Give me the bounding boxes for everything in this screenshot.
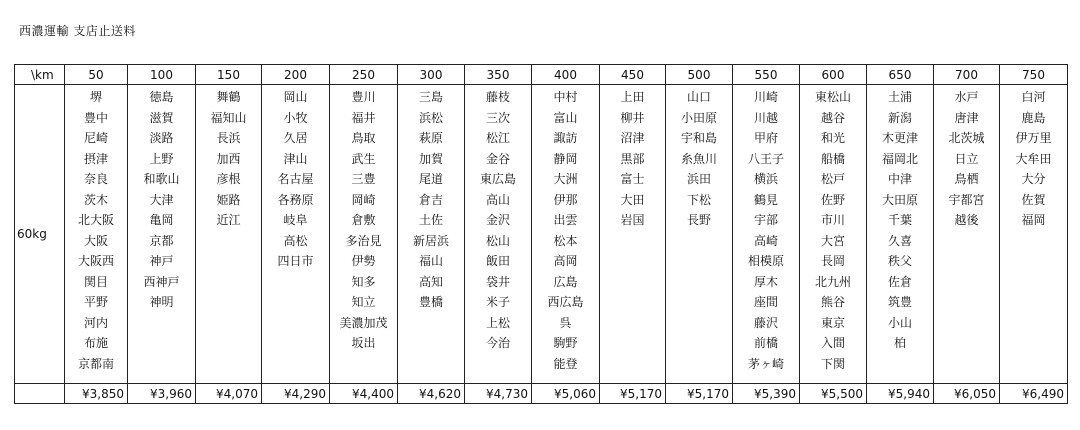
city-name: 越後 (954, 213, 979, 227)
distance-header-450: 450 (600, 65, 666, 85)
city-name: 京都南 (77, 356, 114, 371)
city-name: 金沢 (485, 213, 510, 227)
price-cell-350: ¥4,730 (465, 384, 532, 404)
city-name: 松本 (553, 233, 578, 248)
city-name: 出雲 (553, 213, 578, 227)
city-name: 尾道 (418, 172, 443, 186)
city-name: 鳥栖 (954, 172, 979, 186)
city-name: 徳島 (149, 90, 174, 104)
city-name: 和光 (820, 131, 845, 145)
city-name: 柳井 (620, 110, 645, 125)
city-name: 久喜 (887, 233, 912, 248)
price-cell-400: ¥5,060 (532, 384, 600, 404)
destination-cell-50 (65, 85, 128, 384)
city-name: 宇都宮 (948, 192, 985, 207)
city-name: 横浜 (753, 172, 778, 186)
city-name: 水戸 (954, 90, 979, 104)
city-name: 神明 (149, 295, 174, 309)
city-name: 高岡 (553, 254, 578, 268)
distance-header-500: 500 (666, 65, 733, 85)
city-name: 東広島 (479, 172, 516, 186)
city-name: 前橋 (753, 336, 778, 350)
city-name: 三豊 (351, 172, 376, 186)
destination-cell-150 (196, 85, 262, 384)
price-cell-250: ¥4,400 (330, 384, 398, 404)
city-name: 三次 (485, 110, 510, 125)
city-name: 四日市 (277, 254, 314, 268)
city-name: 市川 (820, 213, 845, 227)
city-name: 北九州 (814, 274, 851, 289)
city-name: 駒野 (553, 336, 578, 350)
price-cell-300: ¥4,620 (398, 384, 465, 404)
city-name: 河内 (83, 315, 108, 330)
city-name: 上野 (149, 151, 174, 166)
city-name: 西神戸 (143, 274, 180, 289)
city-name: 高崎 (753, 233, 778, 248)
city-name: 大阪西 (77, 254, 114, 268)
distance-header-50: 50 (65, 65, 128, 85)
city-name: 秩父 (887, 254, 912, 268)
city-name: 東京 (820, 315, 845, 330)
city-name: 白河 (1021, 90, 1046, 104)
city-name: 鹿島 (1021, 110, 1046, 125)
distance-header-row (15, 65, 1068, 85)
city-name: 中村 (553, 90, 578, 104)
city-name: 多治見 (345, 233, 382, 248)
city-name: 大分 (1021, 172, 1046, 186)
city-name: 福岡 (1021, 213, 1046, 227)
city-name: 高山 (485, 192, 510, 207)
city-name: 佐野 (820, 192, 845, 207)
city-name: 小田原 (680, 110, 717, 125)
city-name: 山口 (686, 90, 711, 104)
city-name: 三島 (418, 90, 443, 104)
city-name: 倉吉 (418, 192, 443, 207)
destination-cell-750 (1000, 85, 1068, 384)
destination-cell-400 (532, 85, 600, 384)
city-name: 大洲 (553, 172, 578, 186)
city-name: 八王子 (747, 151, 784, 166)
destination-cell-500 (666, 85, 733, 384)
city-name: 佐賀 (1021, 192, 1046, 207)
city-name: 船橋 (820, 151, 845, 166)
city-name: 名古屋 (277, 172, 314, 186)
city-name: 今治 (485, 336, 510, 350)
city-name: 大牟田 (1015, 151, 1052, 166)
city-name: 高松 (283, 233, 308, 248)
city-name: 京都 (149, 233, 174, 248)
city-name: 座間 (753, 295, 778, 309)
city-name: 各務原 (277, 192, 314, 207)
city-name: 知多 (351, 274, 376, 289)
city-name: 浜松 (418, 110, 443, 125)
destination-cell-100 (128, 85, 196, 384)
city-name: 鶴見 (753, 192, 778, 207)
city-name: 柏 (893, 336, 906, 350)
city-name: 布施 (83, 336, 108, 350)
city-name: 茨木 (83, 192, 108, 207)
city-name: 金谷 (485, 151, 510, 166)
price-cell-100: ¥3,960 (128, 384, 196, 404)
city-name: 広島 (553, 274, 578, 289)
city-name: 長野 (686, 213, 711, 227)
city-name: 中津 (887, 172, 912, 186)
city-name: 知立 (351, 295, 376, 309)
city-name: 福山 (418, 254, 443, 268)
city-name: 伊勢 (351, 254, 376, 268)
city-name: 姫路 (216, 192, 241, 207)
city-name: 岐阜 (283, 213, 308, 227)
city-name: 上松 (485, 315, 510, 330)
city-name: 豊橋 (418, 295, 443, 309)
city-name: 摂津 (83, 151, 108, 166)
city-name: 鳥取 (351, 131, 376, 145)
city-name: 川越 (753, 110, 778, 125)
distance-header-150: 150 (196, 65, 262, 85)
city-name: 相模原 (747, 254, 784, 268)
city-name: 浜田 (686, 172, 711, 186)
city-name: 入間 (820, 336, 845, 350)
city-name: 淡路 (149, 131, 174, 145)
price-row (15, 384, 1068, 404)
city-name: 富山 (553, 110, 578, 125)
distance-header-650: 650 (867, 65, 934, 85)
city-name: 福井 (351, 110, 376, 125)
city-name: 平野 (83, 295, 108, 309)
destination-cell-350 (465, 85, 532, 384)
city-name: 岡崎 (351, 192, 376, 207)
city-name: 岡山 (283, 90, 308, 104)
city-name: 豊中 (83, 110, 108, 125)
city-name: 高知 (418, 274, 443, 289)
city-name: 北大阪 (77, 213, 114, 227)
city-name: 大阪 (83, 233, 108, 248)
destination-cell-650 (867, 85, 934, 384)
city-name: 土佐 (418, 213, 443, 227)
distance-header-300: 300 (398, 65, 465, 85)
city-name: 諏訪 (553, 131, 578, 145)
distance-header-600: 600 (800, 65, 867, 85)
shipping-rate-table (14, 64, 1068, 404)
city-name: 北茨城 (948, 131, 985, 145)
distance-header-550: 550 (733, 65, 800, 85)
city-name: 彦根 (216, 172, 241, 186)
city-name: 長浜 (216, 131, 241, 145)
city-name: 川崎 (753, 90, 778, 104)
city-name: 武生 (351, 151, 376, 166)
city-name: 下松 (686, 192, 711, 207)
distance-header-100: 100 (128, 65, 196, 85)
city-name: 西広島 (547, 295, 584, 309)
price-cell-450: ¥5,170 (600, 384, 666, 404)
city-name: 新潟 (887, 110, 912, 125)
city-name: 富士 (620, 172, 645, 186)
city-name: 袋井 (485, 274, 510, 289)
destination-row (15, 85, 1068, 384)
city-name: 亀岡 (149, 213, 174, 227)
city-name: 大津 (149, 192, 174, 207)
city-name: 滋賀 (149, 110, 174, 125)
city-name: 津山 (283, 151, 308, 166)
city-name: 新居浜 (412, 233, 449, 248)
city-name: 米子 (485, 295, 510, 309)
city-name: 尼崎 (83, 131, 108, 145)
corner-cell: \km (15, 65, 65, 85)
weight-cell: 60kg (15, 85, 65, 384)
city-name: 唐津 (954, 110, 979, 125)
city-name: 日立 (954, 151, 979, 166)
city-name: 甲府 (753, 131, 778, 145)
city-name: 黒部 (620, 151, 645, 166)
city-name: 神戸 (149, 254, 174, 268)
price-cell-600: ¥5,500 (800, 384, 867, 404)
city-name: 宇部 (753, 213, 778, 227)
destination-cell-200 (262, 85, 330, 384)
city-name: 松江 (485, 131, 510, 145)
city-name: 福岡北 (881, 151, 918, 166)
city-name: 伊万里 (1015, 131, 1052, 145)
price-cell-500: ¥5,170 (666, 384, 733, 404)
city-name: 上田 (620, 90, 645, 104)
city-name: 厚木 (753, 274, 778, 289)
city-name: 関目 (83, 274, 108, 289)
destination-cell-250 (330, 85, 398, 384)
city-name: 茅ヶ崎 (747, 356, 784, 371)
distance-header-250: 250 (330, 65, 398, 85)
distance-header-400: 400 (532, 65, 600, 85)
city-name: 大宮 (820, 233, 845, 248)
city-name: 舞鶴 (216, 90, 241, 104)
city-name: 千葉 (887, 213, 912, 227)
distance-header-750: 750 (1000, 65, 1068, 85)
city-name: 藤沢 (753, 315, 778, 330)
city-name: 近江 (216, 213, 241, 227)
city-name: 東松山 (814, 90, 851, 104)
city-name: 堺 (89, 90, 102, 104)
city-name: 糸魚川 (680, 151, 717, 166)
city-name: 佐倉 (887, 274, 912, 289)
price-cell-50: ¥3,850 (65, 384, 128, 404)
city-name: 松山 (485, 233, 510, 248)
distance-header-350: 350 (465, 65, 532, 85)
city-name: 美濃加茂 (339, 315, 388, 330)
city-name: 久居 (283, 131, 308, 145)
destination-cell-600 (800, 85, 867, 384)
city-name: 木更津 (881, 131, 918, 145)
city-name: 越谷 (820, 110, 845, 125)
city-name: 下関 (820, 356, 845, 371)
city-name: 加賀 (418, 151, 443, 166)
page-title: 西濃運輸 支店止送料 (19, 24, 136, 38)
destination-cell-300 (398, 85, 465, 384)
city-name: 大田 (620, 192, 645, 207)
price-cell-700: ¥6,050 (934, 384, 1000, 404)
city-name: 小牧 (283, 110, 308, 125)
city-name: 倉敷 (351, 213, 376, 227)
price-cell-200: ¥4,290 (262, 384, 330, 404)
price-cell-650: ¥5,940 (867, 384, 934, 404)
city-name: 萩原 (418, 131, 443, 145)
city-name: 飯田 (485, 254, 510, 268)
distance-header-700: 700 (934, 65, 1000, 85)
price-cell-150: ¥4,070 (196, 384, 262, 404)
price-cell-750: ¥6,490 (1000, 384, 1068, 404)
price-label-cell (15, 384, 65, 404)
city-name: 小山 (887, 315, 912, 330)
city-name: 松戸 (820, 172, 845, 186)
destination-cell-700 (934, 85, 1000, 384)
city-name: 奈良 (83, 172, 108, 186)
city-name: 静岡 (553, 151, 578, 166)
city-name: 大田原 (881, 192, 918, 207)
city-name: 加西 (216, 151, 241, 166)
distance-header-200: 200 (262, 65, 330, 85)
city-name: 土浦 (887, 90, 912, 104)
city-name: 伊那 (553, 192, 578, 207)
city-name: 沼津 (620, 131, 645, 145)
city-name: 長岡 (820, 254, 845, 268)
destination-cell-550 (733, 85, 800, 384)
city-name: 筑豊 (887, 295, 912, 309)
city-name: 和歌山 (143, 172, 180, 186)
city-name: 能登 (553, 356, 578, 371)
city-name: 藤枝 (485, 90, 510, 104)
city-name: 呉 (559, 315, 572, 330)
city-name: 豊川 (351, 90, 376, 104)
city-name: 宇和島 (680, 131, 717, 145)
city-name: 熊谷 (820, 295, 845, 309)
price-cell-550: ¥5,390 (733, 384, 800, 404)
city-name: 坂出 (351, 336, 376, 350)
city-name: 岩国 (620, 213, 645, 227)
destination-cell-450 (600, 85, 666, 384)
city-name: 福知山 (210, 110, 247, 125)
